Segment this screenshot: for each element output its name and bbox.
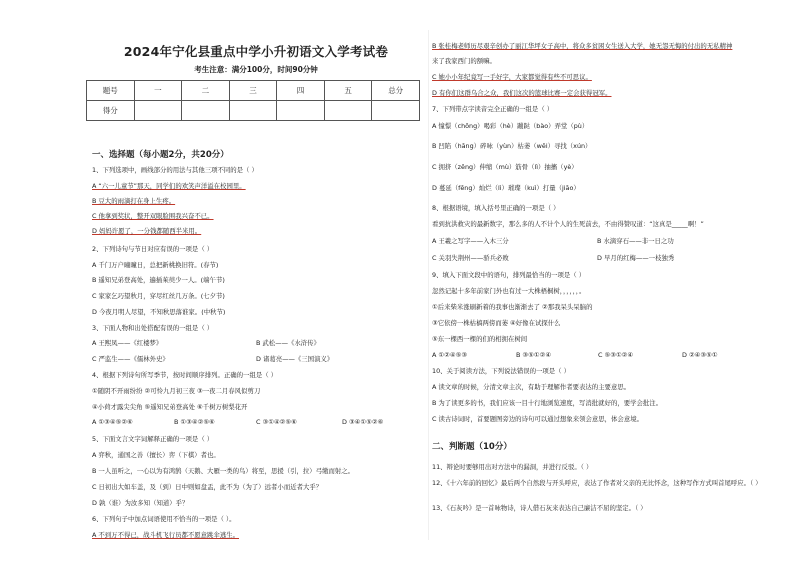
- option-line: D 有你们这群乌合之众，我们这次的篮球比赛一定会获得冠军。: [432, 89, 612, 97]
- option-line: A 读文章的时候，分清文章主次，有助于理解作者要表达的主要意思。: [432, 383, 631, 391]
- option-d: D 早月的红梅——一枝独秀: [597, 254, 675, 262]
- option-line: D 蔓延（fēng）灿烂（lì）璀璨（kuì）打量（jiāo）: [432, 184, 580, 192]
- option-a: A ①②④⑤③: [432, 351, 468, 359]
- score-row-label: 得分: [87, 101, 135, 121]
- score-header-cell: 二: [182, 81, 230, 101]
- option-d: D 诸葛亮——《三国演义》: [256, 355, 334, 363]
- question-line: 3、下面人物和出处搭配有误的一组是（ ）: [92, 324, 214, 332]
- option-line: B 遥知兄弟登高处，遍插茱萸少一人。(端午节): [92, 276, 225, 284]
- option-line: C 她小小年纪竟写一手好字，大家都觉得有些不可思议。: [432, 73, 592, 81]
- option-line: D 妈妈许愿了，一分钱都随西半米用。: [92, 227, 202, 235]
- score-header-cell: 四: [277, 81, 325, 101]
- question-line: 4、根据下列诗句所写季节，按时间顺序排列。正确的一组是（ ）: [92, 371, 278, 379]
- score-cell[interactable]: [134, 101, 182, 121]
- question-line: 9、填入下面文段中的语句，排列最恰当的一项是（ ）: [432, 271, 586, 279]
- option-line: D 孰（谁）为汝多知（知道）乎？: [92, 499, 189, 507]
- judge-line: 13、《石灰吟》是一首咏物诗，诗人借石灰来表达自己廉洁不屈的坚定。（ ）: [432, 504, 647, 512]
- option-line: D 今夜月明人尽望，不知秋思落谁家。(中秋节): [92, 308, 226, 316]
- score-table-header-row: [87, 81, 420, 101]
- option-line: 来了我家西门的额嘛。: [432, 57, 496, 65]
- question-line: 1、下列选项中，画线部分的用法与其他三项不同的是（ ）: [92, 166, 258, 174]
- option-line: C 拥挤（zēng）伸缩（mù）筋骨（lì）抽搐（yè）: [432, 163, 578, 171]
- option-b: B ③⑤①②④: [516, 351, 552, 359]
- section-heading-judge: 二、判断题（10分）: [432, 442, 512, 452]
- question-line: 7、下列带点字读音完全正确的一组是（ ）: [432, 105, 554, 113]
- option-c: C ③①④②⑤⑥: [256, 418, 297, 426]
- score-header-cell: 题号: [87, 81, 135, 101]
- score-table-score-row: [87, 101, 420, 121]
- exam-notice: 考生注意：满分100分，时间90分钟: [194, 65, 318, 74]
- question-line: 看到抗洪救灾的最新数字，那么多的人不计个人的生死前去，不由得赞叹道：“这真是_____啊！”: [432, 220, 704, 228]
- option-a: A 王羲之写字——入木三分: [432, 237, 509, 245]
- question-line: 5、下面文言文字词解释正确的一项是（ ）: [92, 435, 214, 443]
- score-header-cell: 总分: [372, 81, 420, 101]
- score-cell[interactable]: [182, 101, 230, 121]
- question-line: 忽然记起十多年前家门外也有过一大株梧桐树，，，，，，。: [432, 287, 586, 295]
- option-c: C 关羽失荆州——骄兵必败: [432, 254, 509, 262]
- score-table: [86, 80, 420, 121]
- option-line: A “六一儿童节”那天，同学们的欢笑声洋溢在校园里。: [92, 182, 246, 190]
- option-b: B 水滴穿石——非一日之功: [597, 237, 674, 245]
- option-line: A 憧憬（chōng）喝彩（hè）蹦跶（bào）弄堂（pù）: [432, 122, 589, 130]
- column-divider: [428, 30, 429, 540]
- option-line: C 家家乞巧望秋月，穿尽红丝几万条。(七夕节): [92, 292, 225, 300]
- question-line: 2、下列诗句与节日对应有误的一项是（ ）: [92, 245, 214, 253]
- question-line: 8、根据语境，填入括号里正确的一项是（ ）: [432, 204, 560, 212]
- question-line: ①后来柴米涨刷新着的我事也渐渐去了 ②那我呆头呆脑的: [432, 303, 593, 311]
- score-cell[interactable]: [277, 101, 325, 121]
- section-heading-choice: 一、选择题（每小题2分，共20分）: [92, 150, 229, 160]
- option-c: C 严监生——《儒林外史》: [92, 355, 169, 363]
- score-header-cell: 一: [134, 81, 182, 101]
- score-cell[interactable]: [229, 101, 277, 121]
- option-line: B 豆大的雨滴打在身上生疼。: [92, 197, 176, 205]
- question-line: 10、关于阅读方法，下列说法错误的一项是（ ）: [432, 367, 570, 375]
- option-b: B 武松——《水浒传》: [256, 339, 320, 347]
- exam-title: 2024年宁化县重点中学小升初语文入学考试卷: [123, 44, 389, 59]
- option-b: B ①③④②⑤⑥: [174, 418, 215, 426]
- score-cell[interactable]: [372, 101, 420, 121]
- option-line: B 为了读更多的书，我们应该一目十行地浏览速度，写消批就好的，要学会批注。: [432, 399, 663, 407]
- option-line: A 千门万户曈曈日，总把新桃换旧符。(春节): [92, 261, 219, 269]
- question-line: ⑤东一棵西一棵的们的相拥在树间: [432, 335, 528, 343]
- option-a: A ①③④⑤②⑥: [92, 418, 133, 426]
- question-line: ④小荷才露尖尖角 ⑤遥知兄弟登高处 ⑥千树万树梨花开: [92, 403, 248, 411]
- option-a: A 王熙凤——《红楼梦》: [92, 339, 163, 347]
- score-cell[interactable]: [324, 101, 372, 121]
- score-header-cell: 五: [324, 81, 372, 101]
- question-line: 6、下列句子中加点词语使用不恰当的一项是（ ）。: [92, 515, 236, 523]
- option-line: B 一人虽听之，一心以为有鸿鹄（天鹅、大雁一类的鸟）将至，思援（引，拉）弓缴而射之。: [92, 467, 355, 475]
- question-line: ①随阴不开雨纷纷 ②可怜九月初三夜 ③一夜二月春风似剪刀: [92, 387, 261, 395]
- score-header-cell: 三: [229, 81, 277, 101]
- option-line: B 张桂梅老师历尽艰辛创办了丽江华坪女子高中，将众多贫困女生送入大学，她无怨无悔的付出的无私精神: [432, 42, 733, 50]
- option-line: A 弈秋，通国之善（擅长）弈（下棋）者也。: [92, 451, 220, 459]
- judge-line: 12、《十六年前的回忆》最后两个自然段与开头呼应，表达了作者对父亲的无比怀念，这种写作方式叫首尾呼应。（ ）: [432, 479, 762, 487]
- option-d: D ②④③⑤①: [682, 351, 718, 359]
- option-c: C ⑤③①②④: [598, 351, 634, 359]
- option-line: C 他拿到奖状，整开双眼脸围我兴奋不已。: [92, 212, 214, 220]
- option-line: A 不到万不得已，战斗机飞行员都不愿意跳伞逃生。: [92, 531, 239, 539]
- option-line: B 凹陷（hāng）碎咏（yùn）枯萎（wěi）寻找（xún）: [432, 142, 592, 150]
- judge-line: 11、辩论时要够用出对方法中的漏洞，并进行反驳。（ ）: [432, 463, 593, 471]
- option-d: D ③④①⑤②⑥: [342, 418, 384, 426]
- option-line: C 日初出大如车盖，及（到）日中则如盘盂，此不为（为了）远者小而近者大乎？: [92, 483, 323, 491]
- option-line: C 读古诗词时，首要题图旁边的诗句可以通过想象来领会意思，体会意境。: [432, 415, 643, 423]
- question-line: ③它依傍一株枯槁两傍而萎 ④好像在试探什么: [432, 319, 561, 327]
